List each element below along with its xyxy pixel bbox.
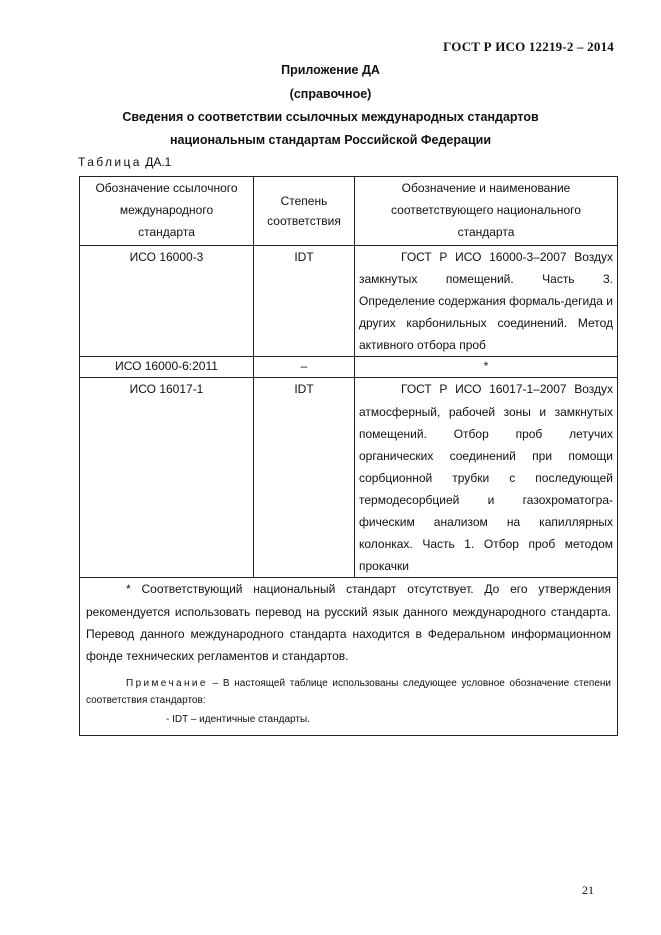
appendix-title: Приложение ДА xyxy=(281,63,380,77)
table-footnote-row xyxy=(80,578,618,735)
table-caption xyxy=(78,155,171,169)
table-header-row xyxy=(80,177,618,246)
table-footnote-cell xyxy=(80,578,618,735)
cell-degree: IDT xyxy=(254,246,355,357)
appendix-heading-line-1: Сведения о соответствии ссылочных международных стандартов xyxy=(122,110,539,124)
column-header-reference: Обозначение ссылочного международного стандарта xyxy=(80,177,254,246)
cell-national: ГОСТ Р ИСО 16017-1–2007 Воздух атмосферный, рабочей зоны и замкнутых помещений. Отбор проб летучих органических соединений при помощи сорбционной трубки с последующей термодесорбцией и газохроматогра-фическим анализом на капиллярных колонках. Часть 1. Отбор проб методом прокачки xyxy=(355,378,618,578)
column-header-degree: Степень соответствия xyxy=(254,177,355,246)
cell-reference: ИСО 16000-6:2011 xyxy=(80,357,254,378)
column-header-national: Обозначение и наименование соответствующего национального стандарта xyxy=(355,177,618,246)
cell-degree: – xyxy=(254,357,355,378)
reference-table xyxy=(79,176,618,736)
table-row xyxy=(80,357,618,378)
appendix-subtitle: (справочное) xyxy=(289,87,372,101)
cell-national: ГОСТ Р ИСО 16000-3–2007 Воздух замкнутых помещений. Часть 3. Определение содержания формаль-дегида и других карбонильных соединений. Метод активного отбора проб xyxy=(355,246,618,357)
note-item: - IDT – идентичные стандарты. xyxy=(166,713,310,725)
note-text: – В настоящей таблице использованы следующее условное обозначение степени соответствия стандартов: xyxy=(86,677,611,706)
cell-reference: ИСО 16017-1 xyxy=(80,378,254,578)
footnote-text: * Соответствующий национальный стандарт отсутствует. До его утверждения рекомендуется использовать перевод на русский язык данного международного стандарта. Перевод данного международного стандарта находится в Федеральном информационном фонде технических регламентов и стандартов. xyxy=(86,582,611,664)
cell-national: * xyxy=(355,357,618,378)
cell-reference: ИСО 16000-3 xyxy=(80,246,254,357)
note-label: Примечание xyxy=(126,677,208,689)
note xyxy=(86,675,611,709)
cell-degree: IDT xyxy=(254,378,355,578)
page-number: 21 xyxy=(582,883,594,897)
document-code: ГОСТ Р ИСО 12219-2 – 2014 xyxy=(443,39,614,54)
appendix-heading-line-2: национальным стандартам Российской Федерации xyxy=(169,133,492,147)
table-row xyxy=(80,246,618,357)
table-row xyxy=(80,378,618,578)
table-caption-label: Таблица xyxy=(78,155,142,169)
table-caption-id: ДА.1 xyxy=(145,155,172,169)
